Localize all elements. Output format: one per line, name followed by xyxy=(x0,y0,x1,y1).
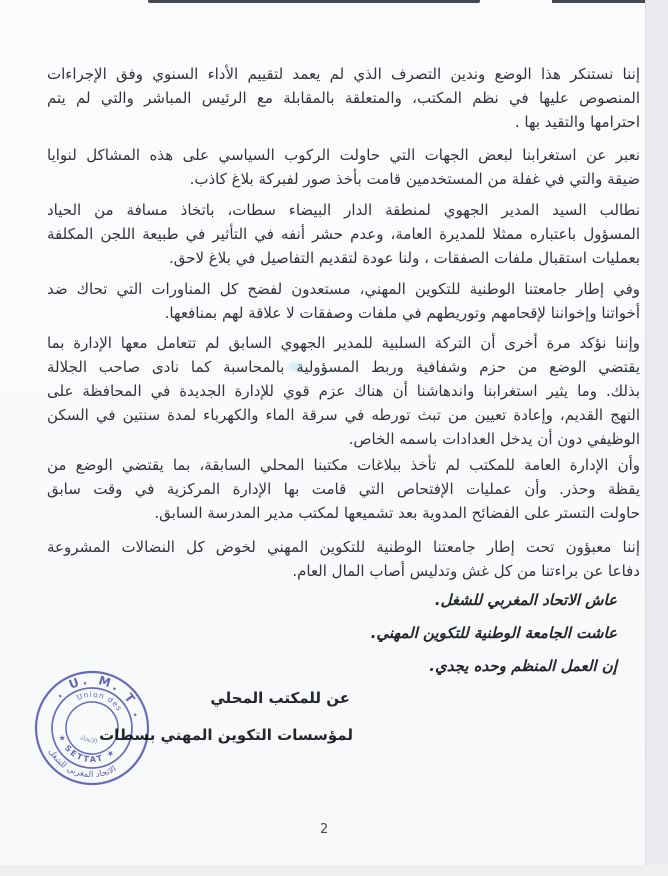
text-line: يقتضي الوضع من حزم وشفافية وربط المسؤولية بالمحاسبة كما نادى صاحب الجلالة xyxy=(47,358,640,376)
stamp-inner-arabic: الاتحاد xyxy=(79,733,99,746)
paragraph-2 xyxy=(47,143,640,191)
text-line: بعمليات استقبال ملفات الصفقات ، ولنا عودة لتقديم التفاصيل في بلاغ لاحق. xyxy=(168,249,640,267)
paragraph-7 xyxy=(47,535,640,583)
text-line: نطالب السيد المدير الجهوي لمنطقة الدار البيضاء سطات، باتخاذ مسافة من الحياد xyxy=(47,201,640,219)
slogans-block xyxy=(47,588,617,678)
scan-artifact-right-edge xyxy=(645,0,668,876)
signature-line-2: لمؤسسات التكوين المهني بسطات xyxy=(99,726,353,744)
text-line: الوظيفي دون أن يدخل العدادات باسمه الخاص. xyxy=(348,430,640,448)
scan-artifact-top-left xyxy=(148,0,480,3)
text-line: بذلك. وما يثير استغرابنا واندهاشنا أن هناك عزم قوي للإدارة الجديدة في المحافظة على xyxy=(47,382,640,400)
slogan-line: إن العمل المنظم وحده يجدي. xyxy=(429,657,617,675)
scan-artifact-bottom-edge xyxy=(0,865,668,876)
text-line: ضيقة والتي في غفلة من المستخدمين قامت بأخذ صور لفبركة بلاغ كاذب. xyxy=(189,170,640,188)
text-line: وأن الإدارة العامة للمكتب لم تأخذ ببلاغات مكتبنا المحلي السابقة، بما يقتضي الوضع من xyxy=(47,456,640,474)
text-line: يقظة وحذر. وأن عمليات الإفتحاص التي قامت بها الإدارة المركزية في وقت سابق xyxy=(47,480,640,498)
text-line: النهج القديم، وإعادة تعيين من تبث تورطه في سرقة الماء والكهرباء لمدة سنتين في السكن xyxy=(47,406,640,424)
text-line: احترامها والتقيد بها . xyxy=(514,113,640,131)
stamp-latin-initials: . U. M. T . xyxy=(51,672,147,721)
letter-body xyxy=(47,62,640,687)
text-line: إننا نستنكر هذا الوضع وندين التصرف الذي لم يعمد لتقييم الأداء السنوي وفق الإجراءات xyxy=(47,65,640,83)
paragraph-6 xyxy=(47,453,640,525)
text-line: وإننا نؤكد مرة أخرى أن التركة السلبية للمدير الجهوي السابق لم تتعامل معها الإدارة بما xyxy=(47,334,640,352)
stamp-union-text: Union des xyxy=(75,689,125,714)
paragraph-4 xyxy=(47,277,640,325)
slogan-line: عاش الاتحاد المغربي للشغل. xyxy=(434,591,617,609)
stamp-city-text: ★ SETTAT ★ xyxy=(56,733,118,765)
paragraph-5 xyxy=(47,331,640,451)
text-line: دفاعا عن براءتنا من كل غش وتدليس أصاب المال العام. xyxy=(292,562,640,580)
text-line: المسؤول باعتباره ممثلا للمديرة العامة، وعدم حشر أنفه في التأثير في طبيعة اللجن المكلفة xyxy=(47,225,640,243)
text-line: نعبر عن استغرابنا لبعض الجهات التي حاولت الركوب السياسي على هذه المشاكل لنوايا xyxy=(47,146,640,164)
text-line: إننا معبؤون تحت إطار جامعتنا الوطنية للتكوين المهني لخوض كل النضالات المشروعة xyxy=(47,538,640,556)
text-line: حاولت التستر على الفضائح المدوية بعد تشميعها لمكتب مدير المدرسة السابق. xyxy=(154,504,640,522)
text-line: المنصوص عليها في نظم المكتب، والمتعلقة بالمقابلة مع الرئيس المباشر والتي لم يتم xyxy=(47,89,640,107)
text-line: وفي إطار جامعتنا الوطنية للتكوين المهني، مستعدون لفضح كل المناورات التي تحاك ضد xyxy=(47,280,640,298)
text-line: أخواتنا وإخواننا لإقحامهم وتوريطهم في ملفات وصفقات لا علاقة لهم بمنافعها. xyxy=(164,304,640,322)
page-number: 2 xyxy=(320,822,329,837)
stamp-arabic-ring-text: الاتحاد المغربي للشغل xyxy=(46,747,118,781)
paragraph-1 xyxy=(47,62,640,134)
slogan-line: عاشت الجامعة الوطنية للتكوين المهني. xyxy=(370,624,617,642)
signature-line-1: عن للمكتب المحلي xyxy=(210,689,350,707)
paragraph-3 xyxy=(47,198,640,270)
